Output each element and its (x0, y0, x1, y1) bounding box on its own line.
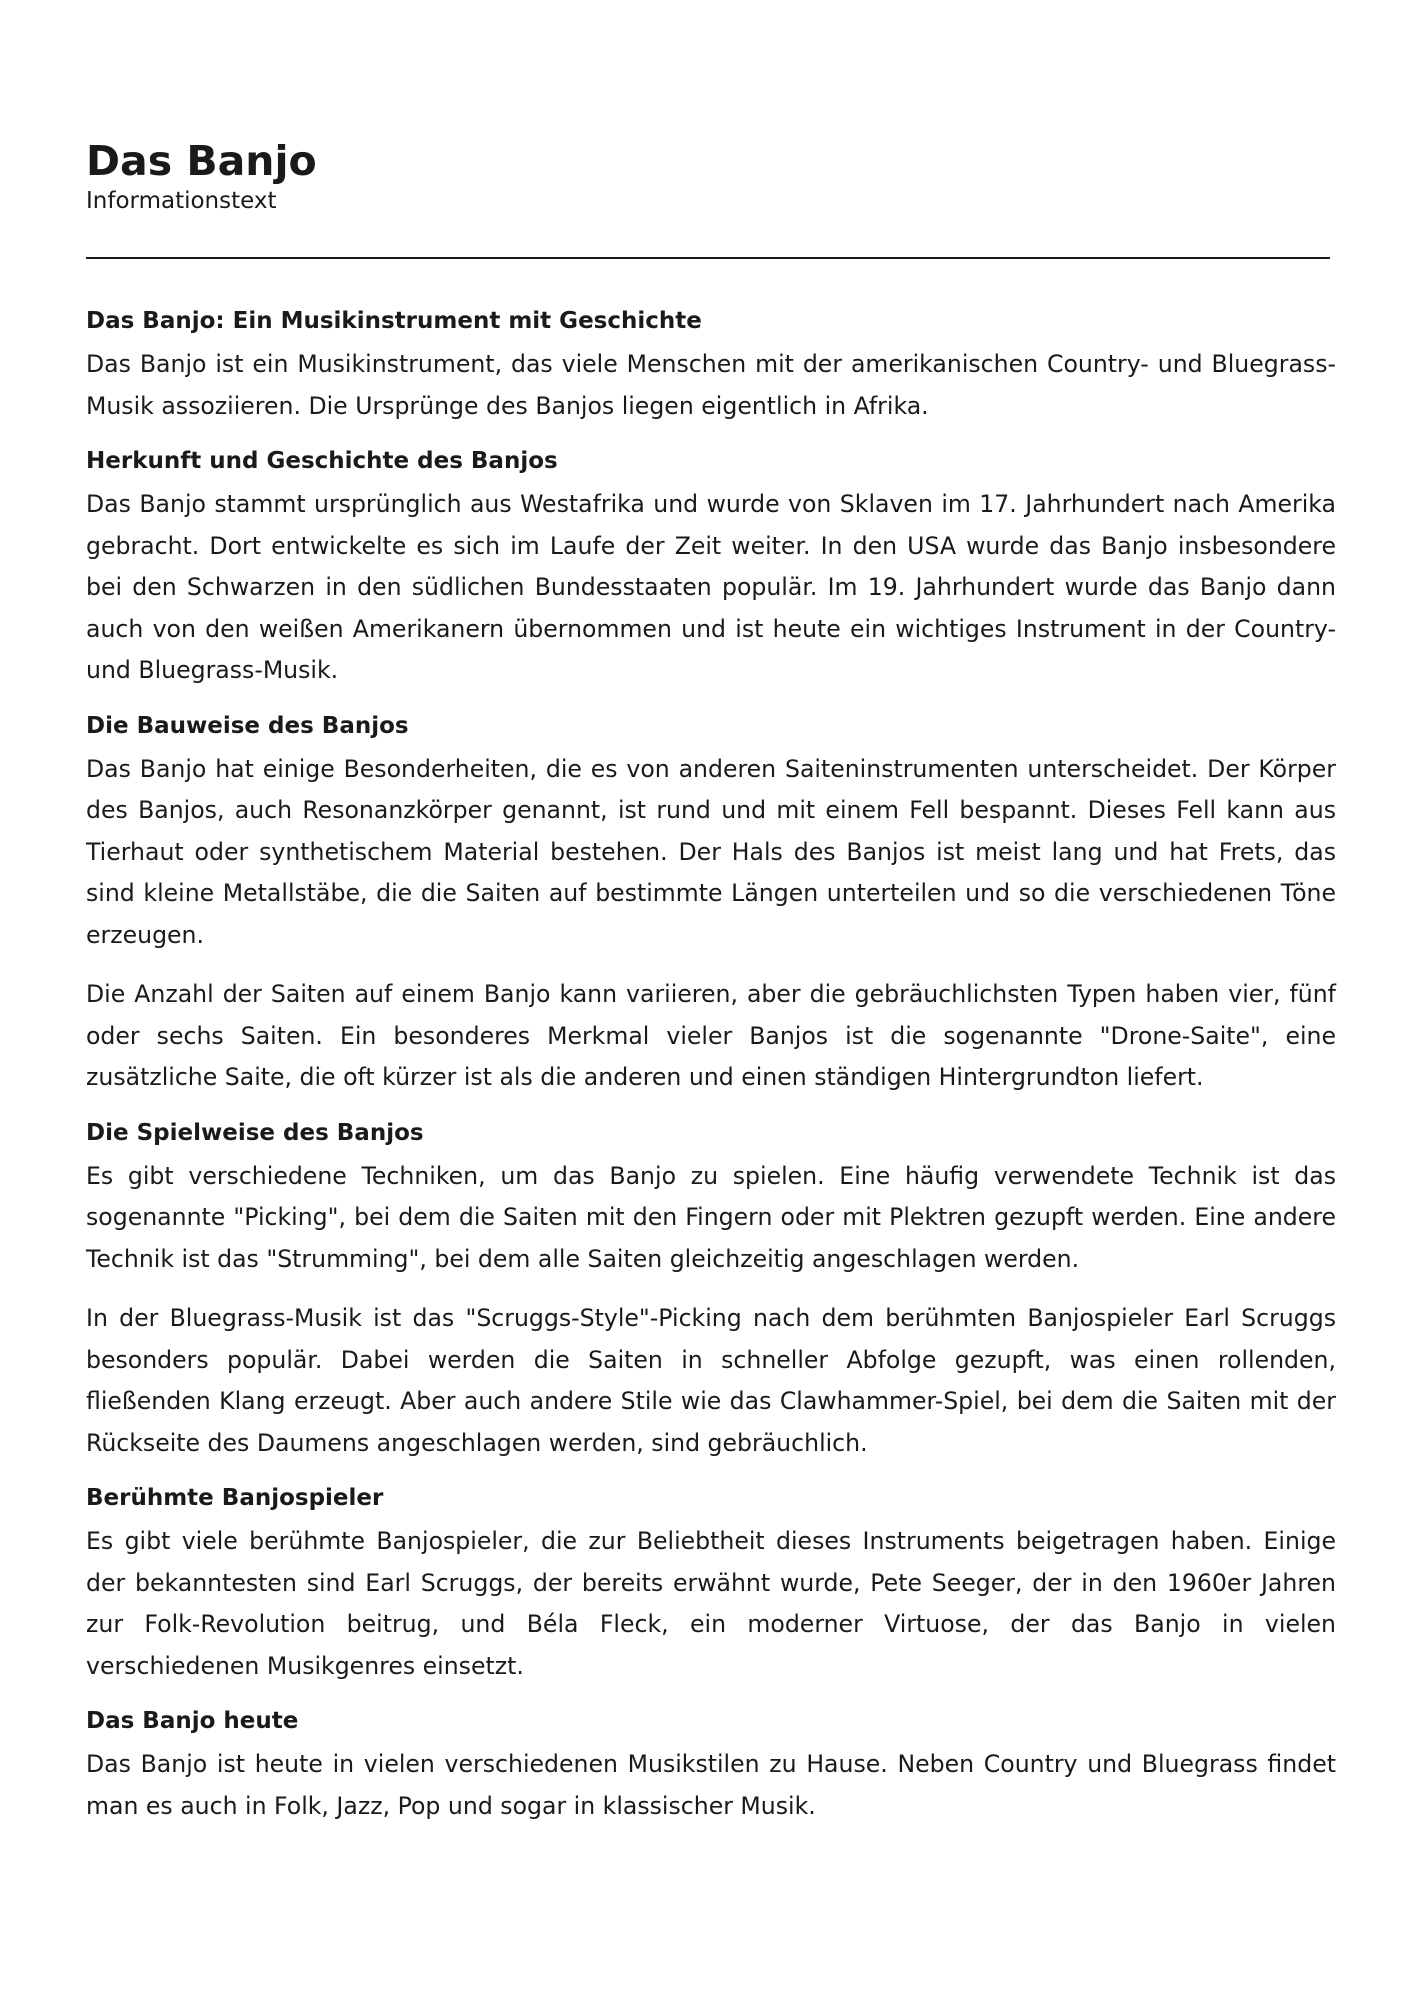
section-heading: Berühmte Banjospieler (86, 1485, 384, 1511)
section-famous-players (86, 1482, 1336, 1687)
section-heading: Herkunft und Geschichte des Banjos (86, 448, 558, 474)
section-heading: Die Bauweise des Banjos (86, 712, 409, 739)
section-heading: Das Banjo heute (86, 1708, 299, 1734)
title-divider (86, 257, 1330, 259)
section-origin-history (86, 445, 1336, 692)
document-title: Das Banjo (86, 137, 317, 185)
section-heading: Das Banjo: Ein Musikinstrument mit Geschichte (86, 308, 702, 334)
section-banjo-today (86, 1705, 1336, 1827)
document-subtitle: Informationstext (86, 188, 277, 214)
section-paragraph: Die Anzahl der Saiten auf einem Banjo kann variieren, aber die gebräuchlichsten Typen haben vier, fünf oder sechs Saiten. Ein besonderes Merkmal vieler Banjos ist die sogenannte "Drone-Saite", eine zusätzliche Saite, die oft kürzer ist als die anderen und einen ständigen Hintergrundton liefert. (86, 980, 1336, 1091)
section-intro (86, 305, 1336, 427)
section-paragraph: Das Banjo hat einige Besonderheiten, die es von anderen Saiteninstrumenten unterscheidet. Der Körper des Banjos, auch Resonanzkörper genannt, ist rund und mit einem Fell bespannt. Dieses Fell kann aus Tierhaut oder synthetischem Material bestehen. Der Hals des Banjos ist meist lang und hat Frets, das sind kleine Metallstäbe, die die Saiten auf bestimmte Längen unterteilen und so die verschiedenen Töne erzeugen. (86, 754, 1336, 949)
section-paragraph: Das Banjo ist heute in vielen verschiedenen Musikstilen zu Hause. Neben Country und Bluegrass findet man es auch in Folk, Jazz, Pop und sogar in klassischer Musik. (86, 1750, 1336, 1820)
section-heading: Die Spielweise des Banjos (86, 1119, 424, 1146)
section-paragraph: In der Bluegrass-Musik ist das "Scruggs-Style"-Picking nach dem berühmten Banjospieler Earl Scruggs besonders populär. Dabei werden die Saiten in schneller Abfolge gezupft, was einen rollenden, fließenden Klang erzeugt. Aber auch andere Stile wie das Clawhammer-Spiel, bei dem die Saiten mit der Rückseite des Daumens angeschlagen werden, sind gebräuchlich. (86, 1304, 1336, 1457)
section-paragraph: Das Banjo stammt ursprünglich aus Westafrika und wurde von Sklaven im 17. Jahrhundert nach Amerika gebracht. Dort entwickelte es sich im Laufe der Zeit weiter. In den USA wurde das Banjo insbesondere bei den Schwarzen in den südlichen Bundesstaaten populär. Im 19. Jahrhundert wurde das Banjo dann auch von den weißen Amerikanern übernommen und ist heute ein wichtiges Instrument in der Country- und Bluegrass-Musik. (86, 490, 1336, 684)
section-construction (86, 710, 1336, 1099)
section-playing-style (86, 1117, 1336, 1465)
section-paragraph: Es gibt verschiedene Techniken, um das Banjo zu spielen. Eine häufig verwendete Technik ist das sogenannte "Picking", bei dem die Saiten mit den Fingern oder mit Plektren gezupft werden. Eine andere Technik ist das "Strumming", bei dem alle Saiten gleichzeitig angeschlagen werden. (86, 1161, 1336, 1273)
document-page (86, 136, 1336, 1845)
section-paragraph: Es gibt viele berühmte Banjospieler, die zur Beliebtheit dieses Instruments beigetragen haben. Einige der bekanntesten sind Earl Scruggs, der bereits erwähnt wurde, Pete Seeger, der in den 1960er Jahren zur Folk-Revolution beitrug, und Béla Fleck, ein moderner Virtuose, der das Banjo in vielen verschiedenen Musikgenres einsetzt. (86, 1527, 1336, 1680)
section-paragraph: Das Banjo ist ein Musikinstrument, das viele Menschen mit der amerikanischen Country- und Bluegrass-Musik assoziieren. Die Ursprünge des Banjos liegen eigentlich in Afrika. (86, 350, 1336, 420)
